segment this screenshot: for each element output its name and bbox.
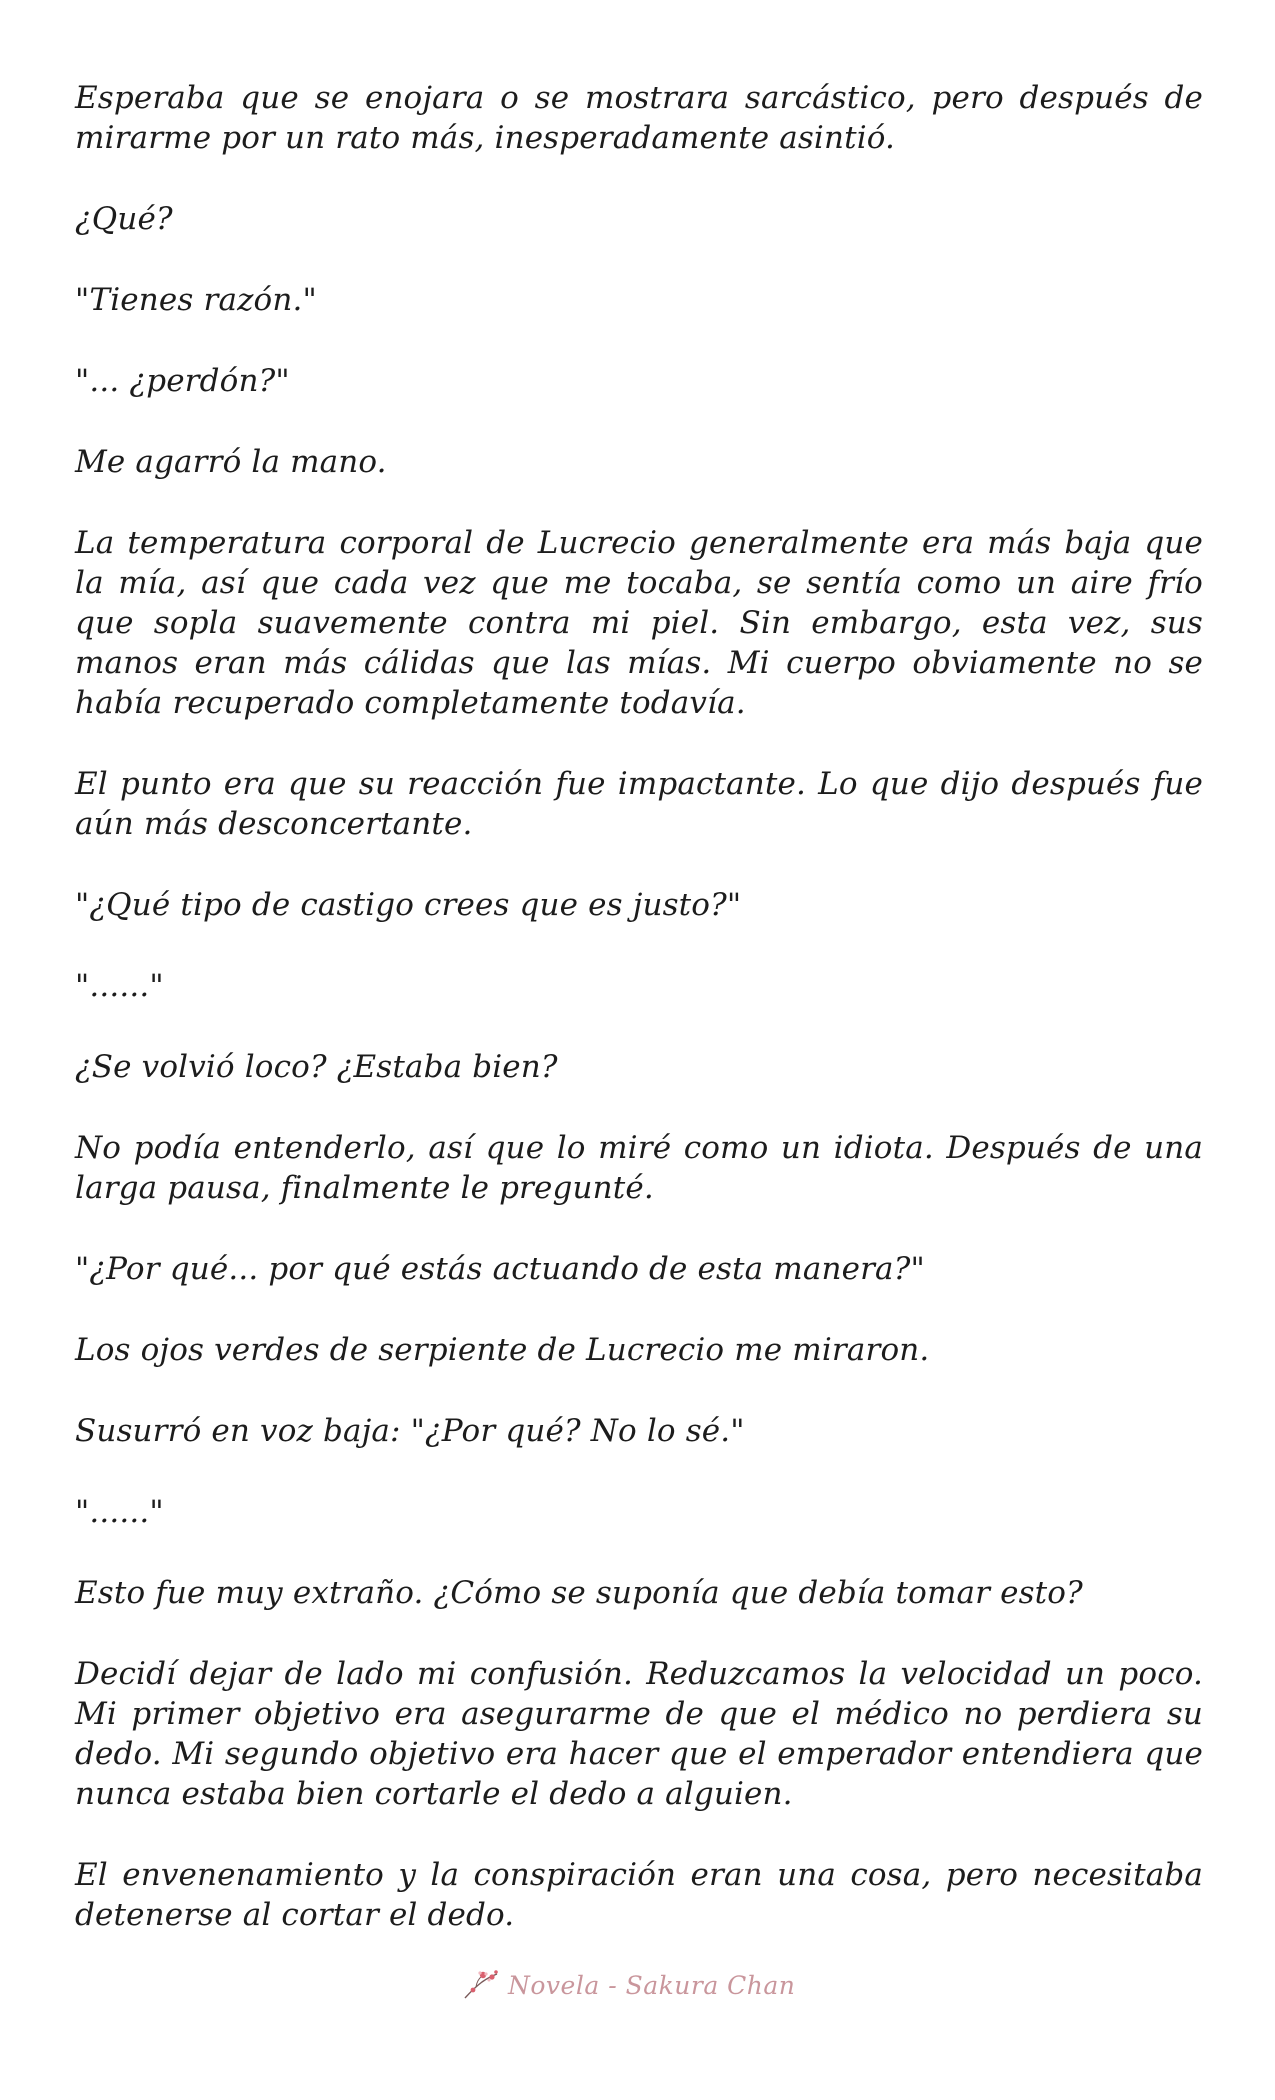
paragraph: Susurró en voz baja: "¿Por qué? No lo sé." <box>75 1413 745 1449</box>
paragraph: ¿Se volvió loco? ¿Estaba bien? <box>75 1049 558 1085</box>
paragraph: "Tienes razón." <box>75 282 317 318</box>
paragraph: "¿Por qué... por qué estás actuando de esta manera?" <box>75 1251 925 1287</box>
paragraph: "......" <box>75 968 164 1004</box>
paragraph: Esperaba que se enojara o se mostrara sarcástico, pero después de mirarme por un rato más, inesperadamente asintió. <box>75 80 1203 156</box>
paragraph: No podía entenderlo, así que lo miré como un idiota. Después de una larga pausa, finalmente le pregunté. <box>75 1130 1203 1206</box>
paragraph: El punto era que su reacción fue impactante. Lo que dijo después fue aún más desconcertante. <box>75 766 1203 842</box>
paragraph: "¿Qué tipo de castigo crees que es justo?" <box>75 887 742 923</box>
paragraph: El envenenamiento y la conspiración eran una cosa, pero necesitaba detenerse al cortar el dedo. <box>75 1857 1203 1933</box>
cherry-blossom-branch-icon <box>462 1968 500 2002</box>
paragraph: Esto fue muy extraño. ¿Cómo se suponía que debía tomar esto? <box>75 1575 1083 1611</box>
paragraph: Los ojos verdes de serpiente de Lucrecio me miraron. <box>75 1332 930 1368</box>
watermark <box>462 1963 795 2007</box>
paragraph: "......" <box>75 1494 164 1530</box>
watermark-text: Novela - Sakura Chan <box>508 1970 796 2000</box>
paragraph: ¿Qué? <box>75 201 173 237</box>
paragraph: Me agarró la mano. <box>75 444 387 480</box>
paragraph: "... ¿perdón?" <box>75 363 290 399</box>
paragraph: La temperatura corporal de Lucrecio generalmente era más baja que la mía, así que cada vez que me tocaba, se sentía como un aire frío que sopla suavemente contra mi piel. Sin embargo, esta vez, sus manos eran más cálidas que las mías. Mi cuerpo obviamente no se había recuperado completamente todavía. <box>75 525 1203 721</box>
document-body <box>75 78 1203 1976</box>
paragraph: Decidí dejar de lado mi confusión. Reduzcamos la velocidad un poco. Mi primer objetivo era asegurarme de que el médico no perdiera su dedo. Mi segundo objetivo era hacer que el emperador entendiera que nunca estaba bien cortarle el dedo a alguien. <box>75 1656 1203 1812</box>
